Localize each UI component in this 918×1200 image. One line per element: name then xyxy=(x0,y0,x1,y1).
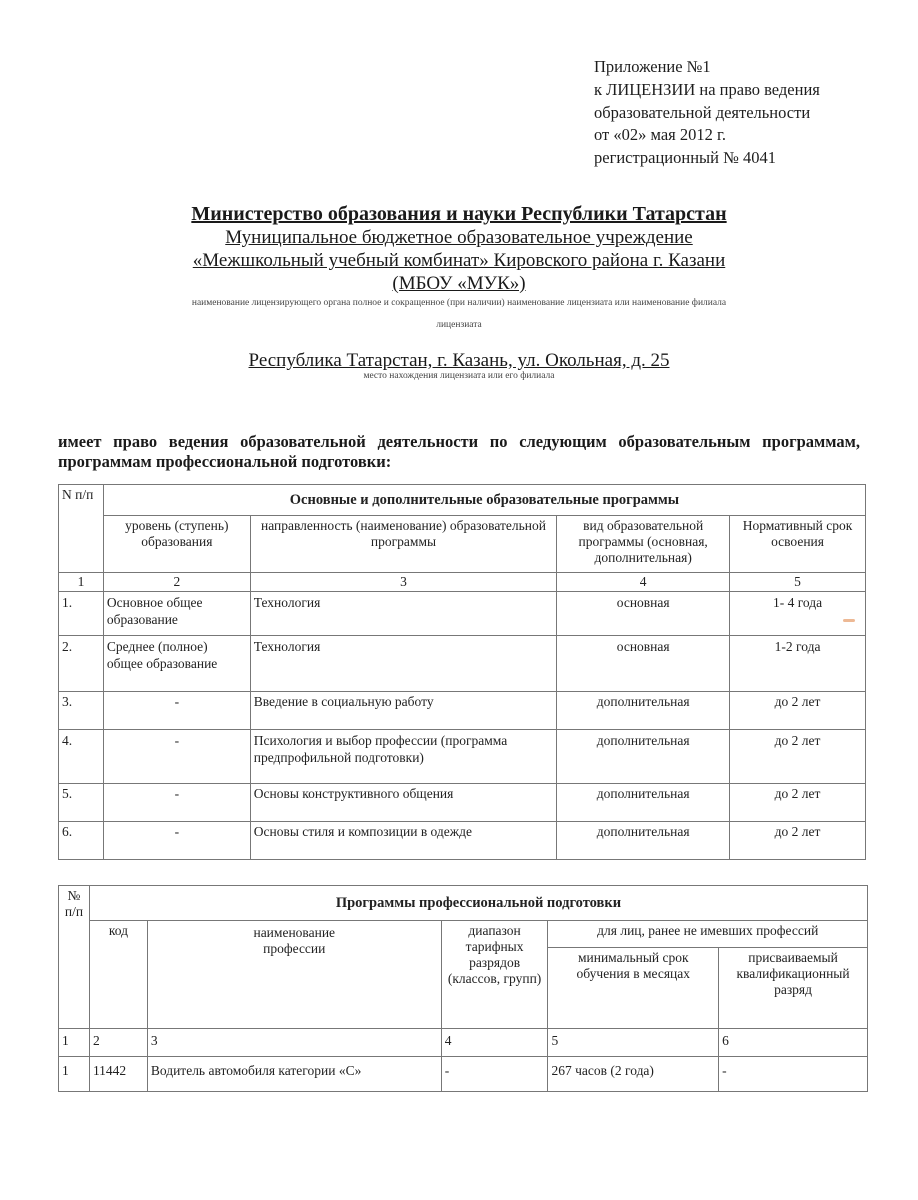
level: - xyxy=(103,692,250,730)
column-number: 3 xyxy=(250,573,557,592)
column-header-min-term: минимальный срок обучения в месяцах xyxy=(548,948,719,1029)
org-caption: наименование лицензирующего органа полное и сокращенное (при наличии) наименование лицензиата или наименование филиала xyxy=(191,298,727,308)
professional-training-table xyxy=(58,885,868,1092)
column-header: уровень (ступень) образования xyxy=(103,516,250,573)
row-number: 6. xyxy=(59,822,104,860)
column-header-group: для лиц, ранее не имевших профессий xyxy=(548,921,868,948)
program-kind: основная xyxy=(557,592,730,636)
org-caption-continued: лицензиата xyxy=(436,320,482,330)
column-number: 4 xyxy=(557,573,730,592)
program-kind: основная xyxy=(557,636,730,692)
num-header: N п/п xyxy=(59,485,104,573)
annex-line: от «02» мая 2012 г. xyxy=(594,125,727,145)
row-number: 4. xyxy=(59,730,104,784)
program-term: до 2 лет xyxy=(730,730,866,784)
program-name: Основы стиля и композиции в одежде xyxy=(250,822,557,860)
column-number: 1 xyxy=(59,573,104,592)
table-row xyxy=(59,784,866,822)
table-row xyxy=(59,636,866,692)
column-header-qualification: присваиваемый квалификационный разряд xyxy=(719,948,868,1029)
org-name-line1: Муниципальное бюджетное образовательное учреждение xyxy=(225,227,693,248)
column-header: вид образовательной программы (основная, дополнительная) xyxy=(557,516,730,573)
level: - xyxy=(103,730,250,784)
annex-line: Приложение №1 xyxy=(594,57,711,76)
program-name: Основы конструктивного общения xyxy=(250,784,557,822)
training-term: 267 часов (2 года) xyxy=(548,1057,719,1092)
annex-header xyxy=(594,56,820,170)
program-term: до 2 лет xyxy=(730,784,866,822)
ministry-title: Министерство образования и науки Республики Татарстан xyxy=(191,203,727,225)
annex-line: образовательной деятельности xyxy=(594,102,811,122)
table-row xyxy=(59,692,866,730)
scan-mark xyxy=(843,619,855,622)
program-term: до 2 лет xyxy=(730,822,866,860)
table-row xyxy=(59,822,866,860)
row-number: 3. xyxy=(59,692,104,730)
annex-line: к ЛИЦЕНЗИИ на право ведения xyxy=(594,79,820,99)
qualification: - xyxy=(719,1057,868,1092)
column-number: 2 xyxy=(89,1029,147,1057)
column-number: 5 xyxy=(730,573,866,592)
intro-text: имеет право ведения образовательной деятельности по следующим образовательным программам, программам профессиональной подготовки: xyxy=(58,432,860,471)
column-number: 3 xyxy=(147,1029,441,1057)
tariff-range: - xyxy=(441,1057,548,1092)
org-name-line2: «Межшкольный учебный комбинат» Кировского района г. Казани xyxy=(192,250,726,271)
table-title: Основные и дополнительные образовательные программы xyxy=(103,485,865,516)
education-programs-table xyxy=(58,484,866,860)
column-header: направленность (наименование) образовательной программы xyxy=(250,516,557,573)
level: Среднее (полное) общее образование xyxy=(103,636,250,692)
row-number: 2. xyxy=(59,636,104,692)
program-name: Технология xyxy=(250,636,557,692)
program-name: Технология xyxy=(250,592,557,636)
program-term: до 2 лет xyxy=(730,692,866,730)
organization-block xyxy=(0,202,918,332)
column-header-name: наименование профессии xyxy=(147,921,441,1029)
annex-line: регистрационный № 4041 xyxy=(594,148,776,168)
column-number: 2 xyxy=(103,573,250,592)
table-row xyxy=(59,592,866,636)
profession-name: Водитель автомобиля категории «С» xyxy=(147,1057,441,1092)
program-kind: дополнительная xyxy=(557,730,730,784)
program-name: Введение в социальную работу xyxy=(250,692,557,730)
program-term: 1-2 года xyxy=(730,636,866,692)
level: - xyxy=(103,822,250,860)
program-kind: дополнительная xyxy=(557,822,730,860)
row-number: 1 xyxy=(59,1057,90,1092)
column-number: 5 xyxy=(548,1029,719,1057)
program-term: 1- 4 года xyxy=(730,592,866,636)
column-number: 1 xyxy=(59,1029,90,1057)
address-block xyxy=(0,350,918,383)
level: Основное общее образование xyxy=(103,592,250,636)
column-number: 4 xyxy=(441,1029,548,1057)
row-number: 1. xyxy=(59,592,104,636)
column-header: Нормативный срок освоения xyxy=(730,516,866,573)
address-caption: место нахождения лицензиата или его филиала xyxy=(363,371,555,381)
table-row xyxy=(59,1057,868,1092)
profession-code: 11442 xyxy=(89,1057,147,1092)
org-short-name: (МБОУ «МУК») xyxy=(392,273,526,294)
row-number: 5. xyxy=(59,784,104,822)
program-kind: дополнительная xyxy=(557,784,730,822)
num-header: № п/п xyxy=(59,886,90,1029)
column-header-range: диапазон тарифных разрядов (классов, групп) xyxy=(441,921,548,1029)
column-header-code: код xyxy=(89,921,147,1029)
address: Республика Татарстан, г. Казань, ул. Окольная, д. 25 xyxy=(248,350,670,371)
level: - xyxy=(103,784,250,822)
program-name: Психология и выбор профессии (программа предпрофильной подготовки) xyxy=(250,730,557,784)
table-row xyxy=(59,730,866,784)
table-title: Программы профессиональной подготовки xyxy=(89,886,867,921)
program-kind: дополнительная xyxy=(557,692,730,730)
column-number: 6 xyxy=(719,1029,868,1057)
